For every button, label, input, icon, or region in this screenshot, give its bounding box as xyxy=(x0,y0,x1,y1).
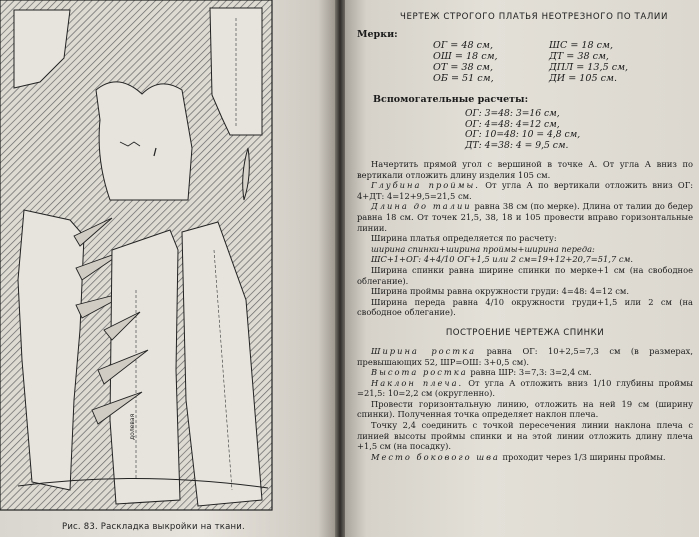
page-title: ЧЕРТЕЖ СТРОГОГО ПЛАТЬЯ НЕОТРЕЗНОГО ПО ТАЛИИ xyxy=(400,12,668,22)
paragraph: Ширина спинки равна ширине спинки по мерке+1 см (на свободное облегание). xyxy=(357,264,693,286)
measurement-cell: ОШ = 18 см, xyxy=(433,51,498,62)
aux-calc-line: ОГ: 3=48: 3=16 см, xyxy=(465,108,560,119)
measurement-row xyxy=(433,73,693,84)
paragraph xyxy=(357,367,693,378)
section-title: ПОСТРОЕНИЕ ЧЕРТЕЖА СПИНКИ xyxy=(445,327,605,338)
book-gutter xyxy=(335,0,345,537)
measurement-cell: ШС = 18 см, xyxy=(549,40,614,51)
paragraph xyxy=(357,452,693,463)
figure-caption: Рис. 83. Раскладка выкройки на ткани. xyxy=(62,522,245,532)
pattern-layout-figure xyxy=(0,0,335,537)
paragraph-lead: Глубина проймы. xyxy=(371,180,480,191)
paragraph-body: проходит через 1/3 ширины проймы. xyxy=(502,451,666,462)
page-text xyxy=(357,12,693,462)
measurement-cell: ДИ = 105 см. xyxy=(549,73,618,84)
paragraph-body: равна ОГ: 10+2,5=7,3 см (в размерах, превышающих 52, ШР=ОШ: 3+0,5 см). xyxy=(357,345,693,367)
paragraph: Начертить прямой угол с вершиной в точке А. От угла А вниз по вертикали отложить длину изделия 105 см. xyxy=(357,159,693,180)
paragraph-lead: Место бокового шва xyxy=(371,451,500,462)
fold-label: долевая xyxy=(129,413,136,440)
paragraph xyxy=(357,378,693,399)
paragraph-lead: Высота ростка xyxy=(371,367,468,378)
paragraph-lead: Длина до талии xyxy=(371,201,472,212)
measurements-heading: Мерки: xyxy=(357,29,398,40)
formula-line: ШС+1+ОГ: 4+4/10 ОГ+1,5 или 2 см=19+12+20,7=51,7 см. xyxy=(371,254,634,265)
aux-calculations xyxy=(465,109,693,151)
paragraph: Ширина переда равна 4/10 окружности груди+1,5 или 2 см (на свободное облегание). xyxy=(357,296,693,318)
measurements-table xyxy=(433,40,693,84)
paragraph: Провести горизонтальную линию, отложить на ней 19 см (ширину спинки). Полученная точка определяет наклон плеча. xyxy=(357,398,693,420)
paragraph-body: От угла А отложить вниз 1/10 глубины проймы =21,5: 10=2,2 см (округленно). xyxy=(357,377,693,399)
formula-line: ширина спинки+ширина проймы+ширина переда: xyxy=(371,243,595,254)
aux-calc-line: ОГ: 10=48: 10 = 4,8 см, xyxy=(465,129,581,140)
paragraph: Точку 2,4 соединить с точкой пересечения линии наклона плеча с линией высоты проймы спинки и на этой линии отложить длину плеча +1,5 см (на посадку). xyxy=(357,420,693,452)
right-page xyxy=(345,0,699,537)
paragraph xyxy=(357,346,693,367)
measurement-cell: ДПЛ = 13,5 см, xyxy=(549,62,629,73)
paragraph: Ширина платья определяется по расчету: xyxy=(371,233,557,244)
paragraph-body: От угла А по вертикали отложить вниз ОГ: 4+ДТ: 4=12+9,5=21,5 см. xyxy=(357,180,693,201)
sleeve-piece xyxy=(96,82,192,200)
measurement-cell: ОГ = 48 см, xyxy=(433,40,493,51)
paragraph xyxy=(357,201,693,233)
aux-calc-line: ДТ: 4=38: 4 = 9,5 см. xyxy=(465,139,569,151)
paragraph-lead: Ширина ростка xyxy=(371,345,477,356)
measurement-cell: ДТ = 38 см, xyxy=(549,51,609,62)
measurement-row xyxy=(433,40,693,51)
measurement-cell: ОТ = 38 см, xyxy=(433,62,494,73)
measurement-cell: ОБ = 51 см, xyxy=(433,73,494,84)
measurement-row xyxy=(433,51,693,62)
left-page xyxy=(0,0,335,537)
aux-calc-line: ОГ: 4=48: 4=12 см, xyxy=(465,118,560,130)
paragraph: Ширина проймы равна окружности груди: 4=48: 4=12 см. xyxy=(371,286,629,297)
paragraph-body: равна 38 см (по мерке). Длина от талии до бедер равна 18 см. От точек 21,5, 38, 18 и 105 провести вправо горизонтальные линии. xyxy=(357,201,693,233)
aux-heading: Вспомогательные расчеты: xyxy=(373,94,529,105)
paragraph-lead: Наклон плеча. xyxy=(371,377,464,388)
measurement-row xyxy=(433,62,693,73)
paragraph xyxy=(357,180,693,201)
paragraph-body: равна ШР: 3=7,3: 3=2,4 см. xyxy=(470,367,592,378)
